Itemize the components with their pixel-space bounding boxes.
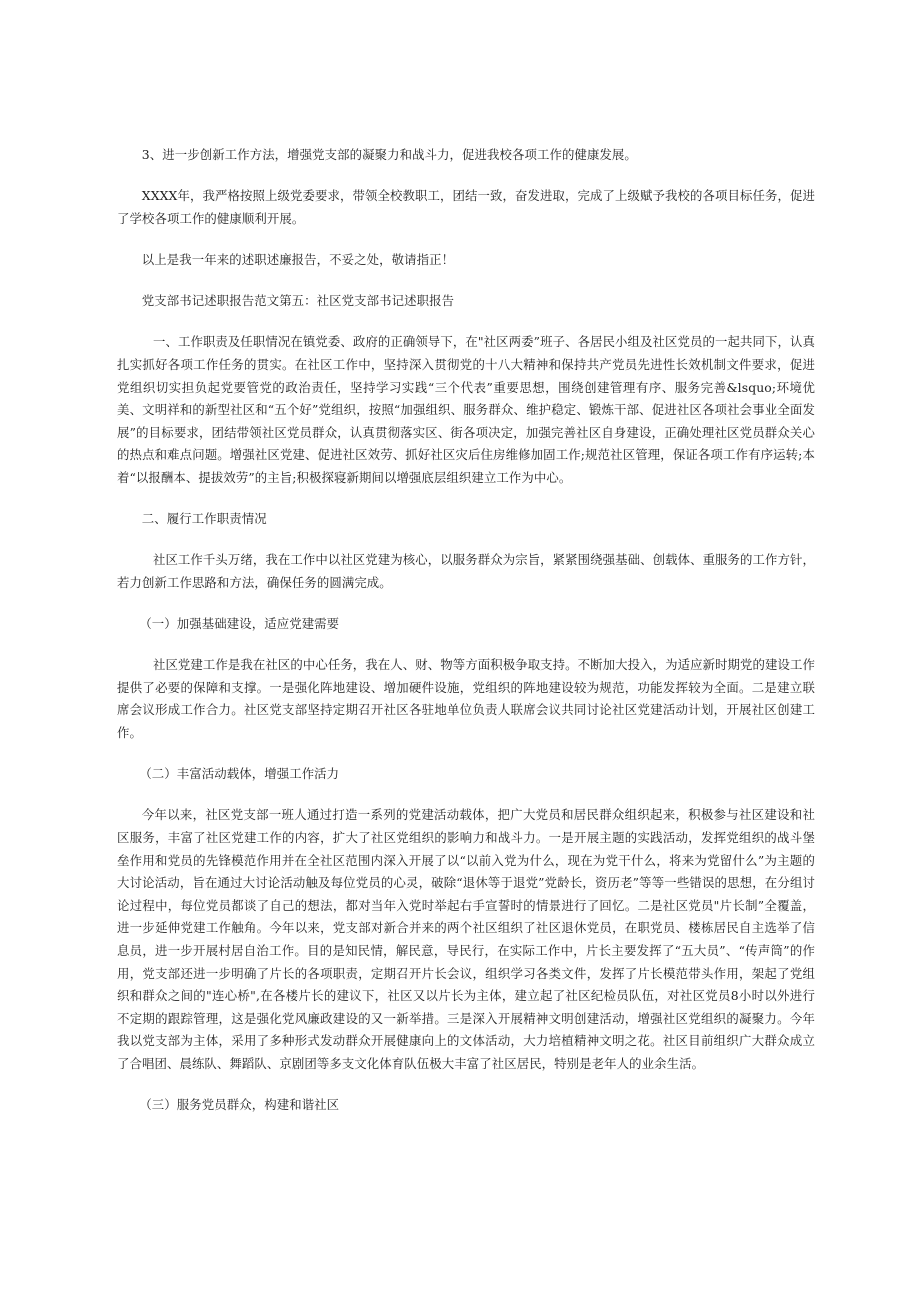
document-body <box>117 144 815 1135</box>
paragraph-basic-construction: 社区党建工作是我在社区的中心任务，我在人、财、物等方面积极争取支持。不断加大投入，为适应新时期党的建设工作提供了必要的保障和支撑。一是强化阵地建设、增加硬件设施，党组织的阵地建设较为规范，功能发挥较为全面。二是建立联席会议形成工作合力。社区党支部坚持定期召开社区各驻地单位负责人联席会议共同讨论社区党建活动计划，开展社区创建工作。 <box>117 657 815 741</box>
subheading-basic-construction: （一）加强基础建设，适应党建需要 <box>139 616 340 632</box>
paragraph-activity-carriers: 今年以来，社区党支部一班人通过打造一系列的党建活动载体，把广大党员和居民群众组织起来，积极参与社区建设和社区服务，丰富了社区党建工作的内容，扩大了社区党组织的影响力和战斗力。一是开展主题的实践活动，发挥党组织的战斗堡垒作用和党员的先锋模范作用并在全社区范围内深入开展了以“以前入党为什么，现在为党干什么，将来为党留什么”为主题的大讨论活动，旨在通过大讨论活动触及每位党员的心灵，破除“退休等于退党”党龄长，资历老”等等一些错误的思想，在分组讨论过程中，每位党员都谈了自己的想法，都对当年入党时举起右手宣誓时的情景进行了回忆。二是社区党员"片长制”全覆盖，进一步延伸党建工作触角。今年以来，党支部对新合并来的两个社区组织了社区退休党员，在职党员、楼栋居民自主选举了信息员，进一步开展村居自治工作。目的是知民情，解民意，导民行，在实际工作中，片长主要发挥了“五大员”、“传声筒”的作用，党支部还进一步明确了片长的各项职责，定期召开片长会议，组织学习各类文件，发挥了片长模范带头作用，架起了党组织和群众之间的"连心桥",在各楼片长的建议下，社区又以片长为主体，建立起了社区纪检员队伍，对社区党员8小时以外进行不定期的跟踪管理，这是强化党风廉政建设的又一新举措。三是深入开展精神文明创建活动，增强社区党组织的凝聚力。今年我以党支部为主体，采用了多种形式发动群众开展健康向上的文体活动，大力培植精神文明之花。社区目前组织广大群众成立了合唱团、晨练队、舞蹈队、京剧团等多支文化体育队伍极大丰富了社区居民，特别是老年人的业余生活。 <box>117 807 815 1071</box>
subheading-serve-members: （三）服务党员群众，构建和谐社区 <box>139 1097 340 1113</box>
paragraph-duties-overview: 一、工作职责及任职情况在镇党委、政府的正确领导下，在"社区两委”班子、各居民小组及社区党员的一起共同下，认真扎实抓好各项工作任务的贯实。在社区工作中，坚持深入贯彻党的十八大精神和保持共产党员先进性长效机制文件要求，促进党组织切实担负起党要管党的政治责任，坚持学习实践“三个代表”重要思想，围绕创建管理有序、服务完善&lsquo;环境优美、文明祥和的新型社区和“五个好”党组织，按照“加强组织、服务群众、维护稳定、锻炼干部、促进社区各项社会事业全面发展”的目标要求，团结带领社区党员群众，认真贯彻落实区、街各项决定，加强完善社区自身建设，正确处理社区党员群众关心的热点和难点问题。增强社区党建、促进社区效劳、抓好社区灾后住房维修加固工作;规范社区管理，保证各项工作有序运转;本着“以报酬本、提拔效劳”的主旨;积极探寝新期间以增强底层组织建立工作为中心。 <box>117 334 815 485</box>
paragraph-community-work: 社区工作千头万绪，我在工作中以社区党建为核心，以服务群众为宗旨，紧紧围绕强基础、创载体、重服务的工作方针，若力创新工作思路和方法，确保任务的圆满完成。 <box>117 552 815 590</box>
section-title-sample-five: 党支部书记述职报告范文第五：社区党支部书记述职报告 <box>141 293 455 309</box>
heading-performing-duties: 二、履行工作职责情况 <box>141 511 267 527</box>
paragraph-year-summary: XXXX年，我严格按照上级党委要求，带领全校教职工，团结一致，奋发进取，完成了上级赋予我校的各项目标任务，促进了学校各项工作的健康顺利开展。 <box>117 188 815 226</box>
paragraph-item-3: 3、进一步创新工作方法，增强党支部的凝聚力和战斗力，促进我校各项工作的健康发展。 <box>141 147 637 162</box>
paragraph-closing-remark: 以上是我一年来的述职述廉报告，不妥之处，敬请指正！ <box>141 251 455 267</box>
subheading-activity-carriers: （二）丰富活动载体，增强工作活力 <box>139 766 340 782</box>
